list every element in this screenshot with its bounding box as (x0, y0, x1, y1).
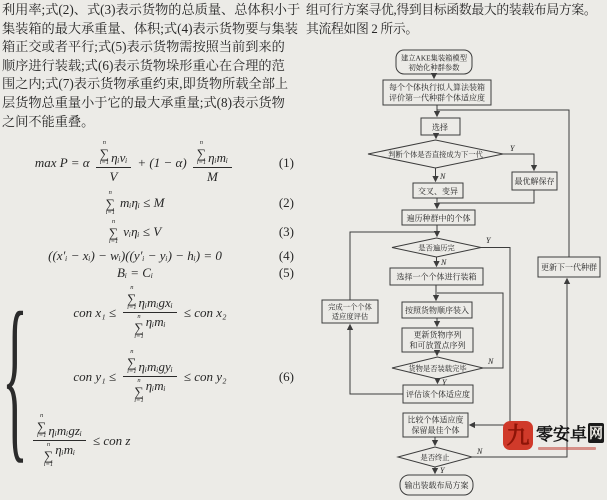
equation-number: (3) (278, 224, 294, 240)
sum-symbol: n ∑ i=1 (105, 189, 116, 216)
sum-symbol: n ∑ i=1 (134, 313, 144, 340)
equation-3: n ∑ i=1 vᵢηᵢ ≤ V (3) (108, 218, 294, 245)
fraction: n ∑ i=1 ηᵢmᵢgzᵢ n ∑ i=1 ηᵢmᵢ (33, 413, 86, 468)
watermark-name: 零安卓 (536, 425, 587, 444)
svg-text:是否遍历完: 是否遍历完 (418, 243, 455, 253)
right-text-column (306, 1, 605, 38)
svg-text:交叉、变异: 交叉、变异 (418, 187, 458, 196)
svg-text:适应度评估: 适应度评估 (331, 312, 369, 321)
equation-6-row1: con x₁ ≤ n ∑ i=1 ηᵢmᵢgxᵢ n ∑ i=1 ηᵢmᵢ ≤ con x₂ (73, 284, 227, 340)
svg-text:更新下一代种群: 更新下一代种群 (541, 263, 597, 272)
svg-text:评价第一代种群个体适应度: 评价第一代种群个体适应度 (389, 93, 485, 103)
paragraph-line: 围之内;式(7)表示货物承重约束,即货物所载全部上 (2, 76, 289, 92)
svg-text:按照货物顺序装入: 按照货物顺序装入 (405, 306, 469, 315)
sum-symbol: n ∑ i=1 (196, 139, 207, 166)
equation-4: ((x′ᵢ − xᵢ) − wᵢ)((y′ᵢ − yᵢ) − hᵢ) = 0 (4) (48, 248, 294, 264)
svg-text:是否终止: 是否终止 (420, 453, 450, 462)
sum-symbol: n ∑ i=1 (108, 218, 119, 245)
label-yes: Y (510, 144, 515, 153)
watermark-seal-char: 九 (506, 421, 530, 449)
sum-symbol: n ∑ i=1 (134, 377, 144, 404)
watermark-logo (503, 420, 604, 450)
sum-symbol: n ∑ i=1 (127, 348, 137, 375)
label-no: N (440, 172, 446, 181)
equation-5: Bᵢ = Cᵢ (5) (117, 265, 294, 281)
label-no: N (441, 258, 447, 267)
svg-text:货物是否装载完毕: 货物是否装载完毕 (408, 364, 467, 373)
label-no: N (488, 357, 494, 366)
sum-symbol: n ∑ i=1 (43, 441, 54, 468)
label-yes: Y (440, 466, 445, 475)
watermark-name-suffix: 网 (588, 423, 604, 443)
constraints-paragraph (2, 1, 302, 131)
equation-1 (2, 140, 302, 185)
fraction: n ∑ i=1 ηᵢmᵢ M (193, 140, 232, 185)
equation-number: (1) (278, 154, 294, 170)
paragraph-line: 之间不能重叠。 (2, 113, 95, 129)
svg-text:每个个体执行拟人算法装箱: 每个个体执行拟人算法装箱 (389, 83, 485, 92)
paragraph-line: 利用率;式(2)、式(3)表示货物的总质量、总体积小于 (2, 2, 301, 17)
sum-symbol: n ∑ i=1 (99, 139, 110, 166)
sum-symbol: n ∑ i=1 (36, 412, 47, 439)
eq1-prefix: max P = α (34, 154, 90, 170)
equation-6-row2: con y₁ ≤ n ∑ i=1 ηᵢmᵢgyᵢ n ∑ i=1 ηᵢmᵢ ≤ con y₂ (73, 348, 227, 404)
svg-text:完成一个个体: 完成一个个体 (328, 302, 372, 312)
equation-number: (6) (278, 368, 294, 384)
left-text-column (2, 1, 302, 479)
svg-text:初始化种群参数: 初始化种群参数 (408, 63, 460, 72)
curly-brace: { (2, 274, 28, 479)
edge-done-loop (350, 232, 436, 300)
sum-symbol: n ∑ i=1 (127, 284, 137, 311)
fraction: n ∑ i=1 ηᵢvᵢ V (96, 140, 132, 185)
watermark-seal-icon (503, 421, 533, 450)
label-no: N (477, 447, 483, 456)
eq1-middle: + (1 − α) (137, 154, 187, 170)
equation-number: (4) (278, 248, 294, 264)
svg-text:遍历种群中的个体: 遍历种群中的个体 (406, 214, 471, 223)
label-yes: Y (442, 378, 447, 387)
paragraph-line: 顺序进行装载;式(6)表示货物垛形重心在合理的范 (2, 57, 285, 73)
svg-text:选择一个个体进行装箱: 选择一个个体进行装箱 (396, 272, 477, 282)
svg-text:和可放置点序列: 和可放置点序列 (409, 341, 466, 350)
equation-number: (5) (278, 265, 294, 281)
svg-text:最优解保存: 最优解保存 (514, 177, 555, 186)
svg-text:输出装载布局方案: 输出装载布局方案 (404, 481, 469, 490)
edge-yes (503, 154, 534, 170)
paragraph-line: 其流程如图 2 所示。 (306, 21, 418, 36)
paragraph-line: 组可行方案寻优,得到目标函数最大的装载布局方案。 (306, 3, 597, 17)
svg-text:更新货物序列: 更新货物序列 (413, 330, 462, 340)
fraction: n ∑ i=1 ηᵢmᵢgyᵢ n ∑ i=1 ηᵢmᵢ (123, 349, 177, 404)
equation-6 (2, 274, 302, 479)
svg-text:判断个体是否直接成为下一代: 判断个体是否直接成为下一代 (388, 150, 483, 159)
svg-text:建立AKE集装箱模型: 建立AKE集装箱模型 (400, 53, 468, 63)
equation-6-row3: n ∑ i=1 ηᵢmᵢgzᵢ n ∑ i=1 ηᵢmᵢ ≤ con z (28, 413, 272, 468)
svg-text:选择: 选择 (432, 123, 448, 132)
watermark-tagline (538, 447, 596, 450)
fraction: n ∑ i=1 ηᵢmᵢgxᵢ n ∑ i=1 ηᵢmᵢ (123, 285, 177, 340)
label-yes: Y (486, 236, 491, 245)
paragraph-line: 层货物总重量小于它的最大承重量;式(8)表示货物 (2, 94, 285, 110)
svg-text:比较个体适应度: 比较个体适应度 (407, 415, 464, 425)
paragraph-line: 集装箱的最大承重量、体积;式(4)表示货物要与集装 (2, 20, 298, 36)
edge-to-done (350, 325, 403, 394)
svg-text:保留最佳个体: 保留最佳个体 (411, 426, 460, 435)
equation-number: (2) (278, 195, 294, 211)
paragraph-line: 箱正交或者平行;式(5)表示货物需按照当前到来的 (2, 39, 285, 55)
equation-2: n ∑ i=1 mᵢηᵢ ≤ M (2) (105, 189, 294, 216)
svg-text:评估该个体适应度: 评估该个体适应度 (406, 390, 470, 399)
